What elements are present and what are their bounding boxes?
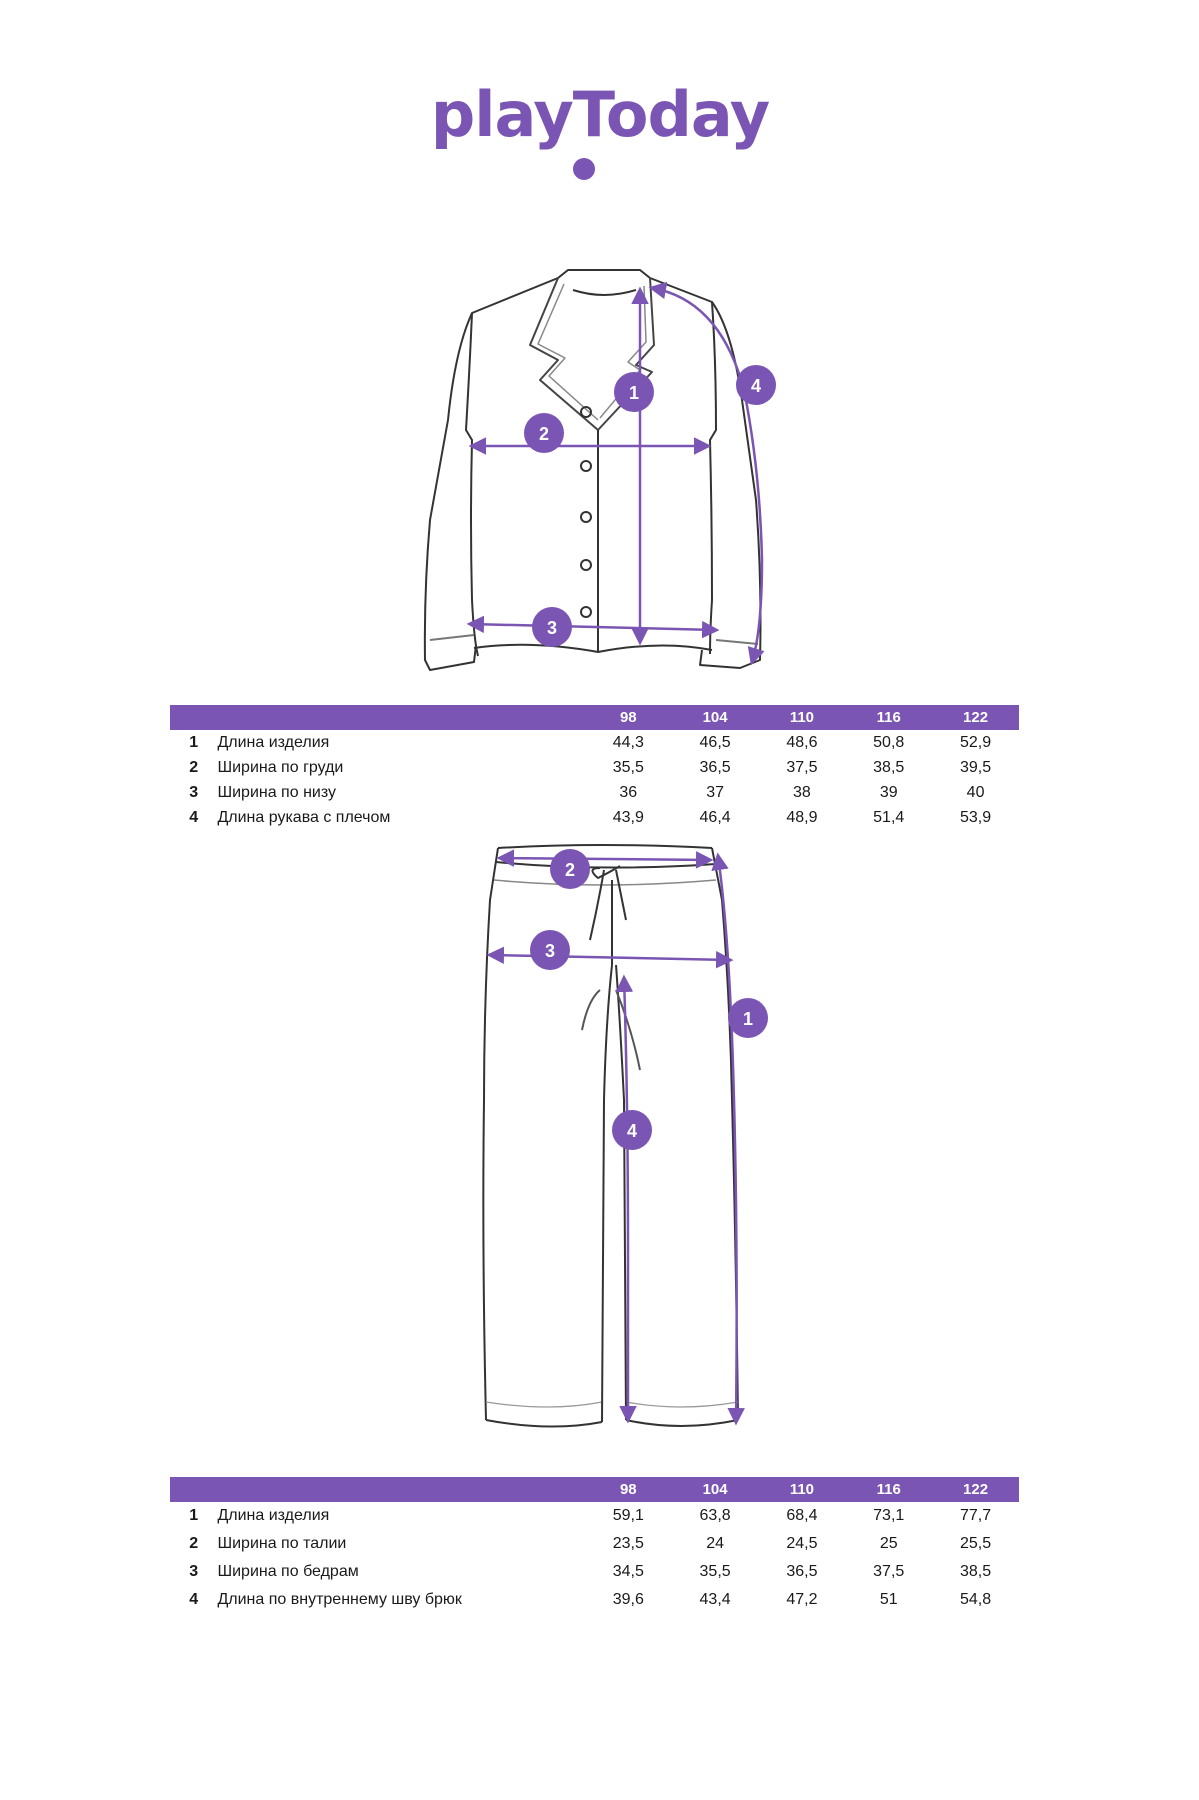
- pants-size-122: 122: [932, 1477, 1019, 1502]
- pants-size-104: 104: [672, 1477, 759, 1502]
- shirt-marker-3-label: 3: [546, 618, 558, 638]
- shirt-size-header: [170, 705, 1019, 730]
- shirt-marker-4-label: 4: [750, 376, 762, 396]
- shirt-size-table: [170, 705, 1019, 830]
- shirt-markers: [524, 365, 776, 647]
- table-row: 1 Длина изделия 59,1 63,8 68,4 73,1 77,7: [189, 1507, 992, 1524]
- shirt-size-110: 110: [759, 705, 846, 730]
- brand-logo-text: playToday: [430, 78, 770, 151]
- shirt-marker-1-label: 1: [628, 383, 640, 403]
- shirt-drawing: [425, 270, 761, 670]
- table-row: 3 Ширина по низу 36 37 38 39 40: [189, 783, 985, 801]
- shirt-size-104: 104: [672, 705, 759, 730]
- pants-marker-1-label: 1: [742, 1009, 754, 1029]
- pants-marker-2-label: 2: [564, 860, 576, 880]
- table-row: 2 Ширина по талии 23,5 24 24,5 25 25,5: [189, 1535, 992, 1552]
- pants-measure-lines: [490, 856, 737, 1422]
- table-row: 2 Ширина по груди 35,5 36,5 37,5 38,5 39,5: [189, 758, 992, 776]
- pants-size-116: 116: [845, 1477, 932, 1502]
- pants-marker-4-label: 4: [626, 1121, 638, 1141]
- pants-size-header: [170, 1477, 1019, 1502]
- pants-size-98: 98: [585, 1477, 672, 1502]
- shirt-size-116: 116: [845, 705, 932, 730]
- table-row: 4 Длина рукава с плечом 43,9 46,4 48,9 51,4 53,9: [189, 808, 992, 826]
- shirt-measure-lines: [470, 288, 762, 662]
- shirt-size-122: 122: [932, 705, 1019, 730]
- shirt-size-98: 98: [585, 705, 672, 730]
- pants-drawing: [483, 845, 738, 1427]
- shirt-marker-2-label: 2: [538, 424, 550, 444]
- table-row: 3 Ширина по бедрам 34,5 35,5 36,5 37,5 38,5: [189, 1563, 992, 1580]
- pants-size-table: [170, 1477, 1019, 1614]
- table-row: 1 Длина изделия 44,3 46,5 48,6 50,8 52,9: [189, 733, 992, 751]
- pants-size-110: 110: [759, 1477, 846, 1502]
- pants-marker-3-label: 3: [544, 941, 556, 961]
- table-row: 4 Длина по внутреннему шву брюк 39,6 43,4 47,2 51 54,8: [189, 1591, 992, 1608]
